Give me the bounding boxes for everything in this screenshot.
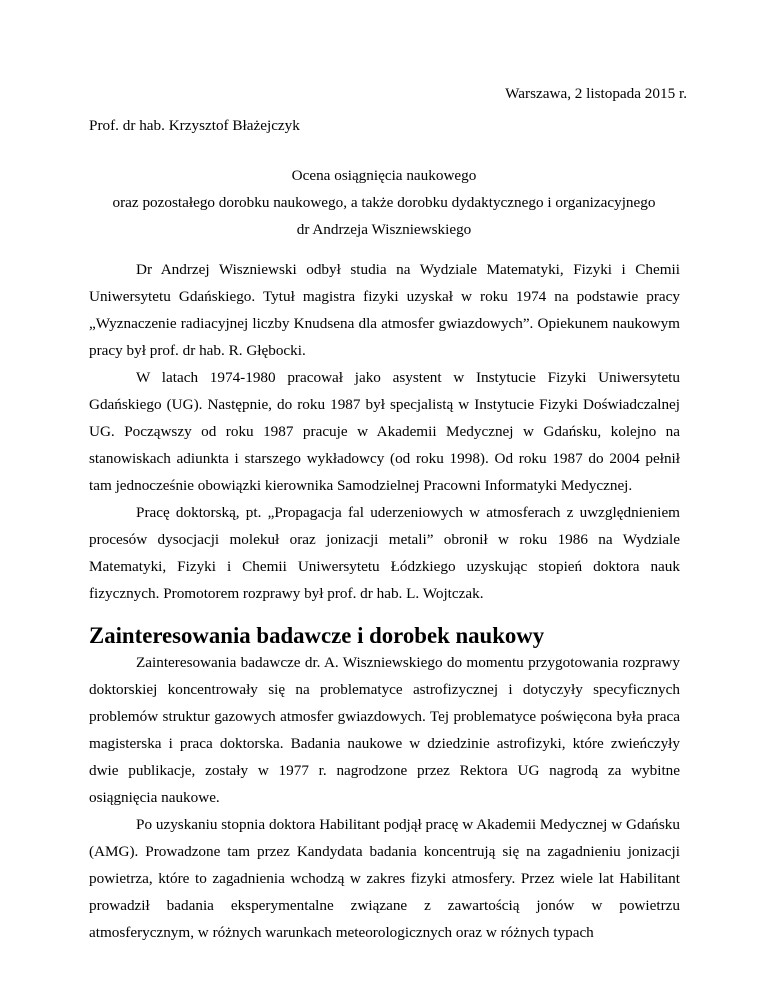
document-title	[60, 162, 708, 243]
intro-section	[89, 256, 680, 607]
paragraph-research-interests: Zainteresowania badawcze dr. A. Wiszniewskiego do momentu przygotowania rozprawy doktorskiej koncentrowały się na problematyce astrofizycznej i dotyczyły specyficznych problemów struktur gazowych atmosfer gwiazdowych. Tej problematyce poświęcona była praca magisterska i praca doktorska. Badania naukowe w dziedzinie astrofizyki, które zwieńczyły dwie publikacje, zostały w 1977 r. nagrodzone przez Rektora UG nagrodą za wybitne osiągnięcia naukowe.	[89, 654, 680, 806]
title-line-2: oraz pozostałego dorobku naukowego, a także dorobku dydaktycznego i organizacyjnego	[112, 194, 656, 211]
dateline: Warszawa, 2 listopada 2015 r.	[505, 85, 687, 102]
paragraph-doctorate: Pracę doktorską, pt. „Propagacja fal uderzeniowych w atmosferach z uwzględnieniem procesów dysocjacji molekuł oraz jonizacji metali” obronił w roku 1986 na Wydziale Matematyki, Fizyki i Chemii Uniwersytetu Łódzkiego uzyskując stopień doktora nauk fizycznych. Promotorem rozprawy był prof. dr hab. L. Wojtczak.	[89, 504, 680, 602]
section-heading: Zainteresowania badawcze i dorobek naukowy	[89, 623, 545, 648]
paragraph-research-amg: Po uzyskaniu stopnia doktora Habilitant podjął pracę w Akademii Medycznej w Gdańsku (AMG). Prowadzone tam przez Kandydata badania koncentrują się na zagadnieniu jonizacji powietrza, które to zagadnienia wchodzą w zakres fizyki atmosfery. Przez wiele lat Habilitant prowadził badania eksperymentalne związane z zawartością jonów w powietrzu atmosferycznym, w różnych warunkach meteorologicznych oraz w różnych typach	[89, 816, 680, 941]
research-section	[89, 649, 680, 946]
paragraph-education: Dr Andrzej Wiszniewski odbył studia na Wydziale Matematyki, Fizyki i Chemii Uniwersytetu Gdańskiego. Tytuł magistra fizyki uzyskał w roku 1974 na podstawie pracy „Wyznaczenie radiacyjnej liczby Knudsena dla atmosfer gwiazdowych”. Opiekunem naukowym pracy był prof. dr hab. R. Głębocki.	[89, 261, 680, 359]
title-line-3: dr Andrzeja Wiszniewskiego	[296, 221, 472, 238]
paragraph-employment: W latach 1974-1980 pracował jako asystent w Instytucie Fizyki Uniwersytetu Gdańskiego (UG). Następnie, do roku 1987 był specjalistą w Instytucie Fizyki Doświadczalnej UG. Począwszy od roku 1987 pracuje w Akademii Medycznej w Gdańsku, kolejno na stanowiskach adiunkta i starszego wykładowcy (od roku 1998). Od roku 1987 do 2004 pełnił tam jednocześnie obowiązki kierownika Samodzielnej Pracowni Informatyki Medycznej.	[89, 369, 680, 494]
author-name: Prof. dr hab. Krzysztof Błażejczyk	[89, 117, 300, 134]
title-line-1: Ocena osiągnięcia naukowego	[291, 167, 477, 184]
